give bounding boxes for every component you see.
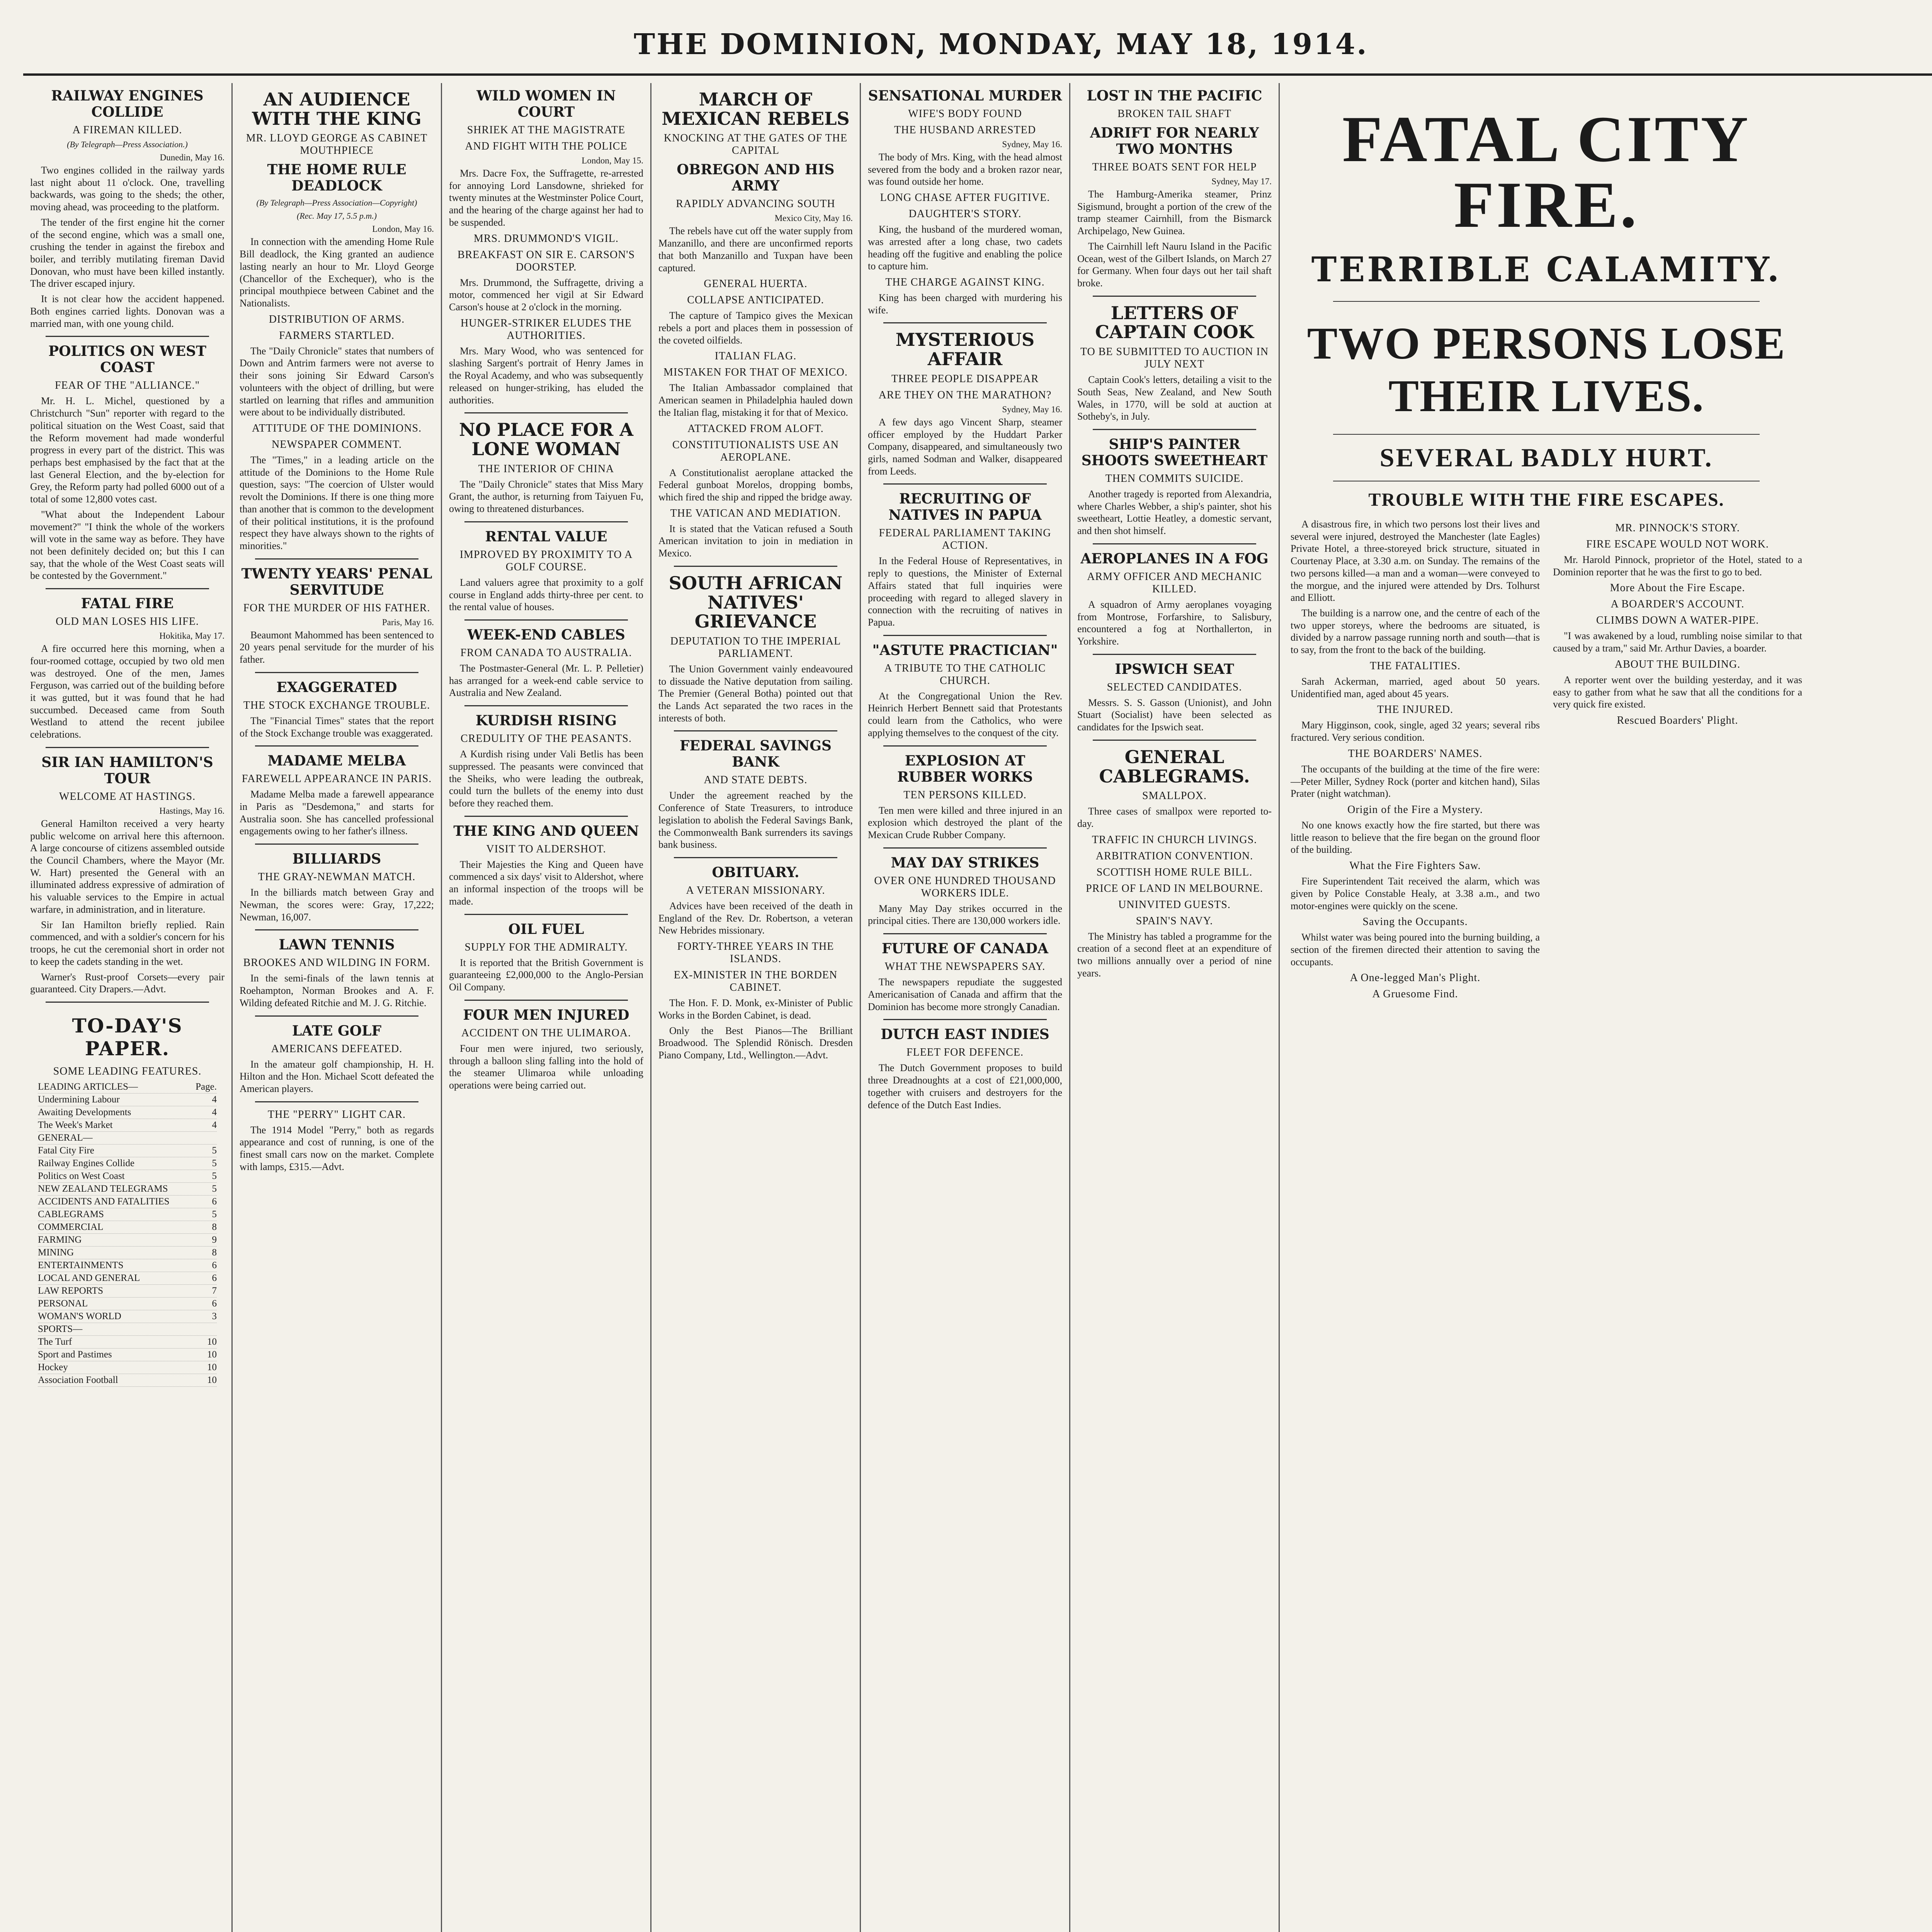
paragraph: Mrs. Mary Wood, who was sentenced for slashing Sargent's portrait of Henry James in the Royal Academy, and who was subsequently released on hunger-striking, has eluded the authorities. (449, 345, 643, 406)
divider (255, 558, 418, 560)
headline: MADAME MELBA (267, 753, 406, 769)
subheadline: THE VATICAN AND MEDIATION. (670, 507, 841, 519)
subheadline: ATTACKED FROM ALOFT. (687, 422, 824, 435)
paragraph: Mary Higginson, cook, single, aged 32 years; several ribs fractured. Very serious condition. (1291, 719, 1540, 743)
subheadline: CLIMBS DOWN A WATER-PIPE. (1596, 614, 1759, 627)
paragraph: Advices have been received of the death in England of the Rev. Dr. Robertson, a veteran New Hebrides missionary. (658, 900, 853, 936)
headline: RECRUITING OF NATIVES IN PAPUA (888, 491, 1042, 524)
headline: TWENTY YEARS' PENAL SERVITUDE (241, 565, 432, 598)
subheadline: THE HUSBAND ARRESTED (894, 124, 1036, 136)
headline: BILLIARDS (292, 851, 381, 867)
contents-item: Hockey 10 (38, 1361, 217, 1374)
contents-item: Politics on West Coast 5 (38, 1170, 217, 1183)
subheadline: KNOCKING AT THE GATES OF THE CAPITAL (663, 132, 848, 157)
dateline: Sydney, May 16. (1002, 404, 1062, 414)
paragraph: General Hamilton received a very hearty public welcome on arrival here this afternoon. A large concourse of citizens assembled outside the Council Chambers, where the Mayor (Mr. W. Hart) presented the General with an illuminated address expressive of admiration of his valuable services to the Empire in actual warfare, in administration, and in literature. (30, 818, 224, 915)
subheadline: MR. LLOYD GEORGE AS CABINET MOUTHPIECE (246, 132, 428, 157)
contents-item: Undermining Labour 4 (38, 1094, 217, 1106)
contents-item: NEW ZEALAND TELEGRAMS 5 (38, 1183, 217, 1196)
divider (46, 747, 209, 748)
subheadline: TRAFFIC IN CHURCH LIVINGS. (1092, 833, 1257, 846)
lead-article-body (1287, 518, 1806, 1003)
column-6 (1070, 83, 1280, 1932)
divider (464, 705, 628, 706)
paragraph: A squadron of Army aeroplanes voyaging from Montrose, Forfarshire, to Salisbury, encountered a fog at Northallerton, in Yorkshire. (1077, 599, 1272, 647)
divider (255, 844, 418, 845)
headline: LATE GOLF (292, 1022, 381, 1039)
contents-item: FARMING 9 (38, 1234, 217, 1247)
subheadline: ARE THEY ON THE MARATHON? (878, 389, 1052, 401)
paragraph: Mr. H. L. Michel, questioned by a Christchurch "Sun" reporter with regard to the political situation on the West Coast, said that the Reform movement had made wonderful progress in every part of the district. This was perhaps best emphasised by the fact that at the last General Election, and the by-election for Grey, the Reform party had polled 6000 out of a total of some 12,800 votes cast. (30, 395, 224, 505)
subheadline: COLLAPSE ANTICIPATED. (687, 294, 824, 306)
subheadline: FARMERS STARTLED. (279, 329, 395, 342)
headline: MAY DAY STRIKES (891, 854, 1039, 871)
paragraph: It is reported that the British Government is guaranteeing £2,000,000 to the Anglo-Persian Oil Company. (449, 957, 643, 993)
paragraph: Captain Cook's letters, detailing a visit to the South Seas, New Zealand, and New South Wales, in 1770, will be sold at auction at Sotheby's, in July. (1077, 374, 1272, 422)
divider (883, 745, 1047, 747)
subheadline: OBREGON AND HIS ARMY (677, 162, 835, 194)
subheadline: A One-legged Man's Plight. (1350, 972, 1481, 984)
headline: GENERAL CABLEGRAMS. (1099, 746, 1250, 787)
subheadline: ADRIFT FOR NEARLY TWO MONTHS (1090, 125, 1259, 157)
headline: WILD WOMEN IN COURT (476, 88, 616, 120)
divider (255, 1101, 418, 1102)
divider (1093, 543, 1256, 544)
paragraph: The "Daily Chronicle" states that numbers of Down and Antrim farmers were not averse to their sons joining Sir Edward Carson's volunteers with the object of drilling, but were startled on learning that rifles and ammunition were about to be individually distributed. (240, 345, 434, 418)
subheadline: THE INTERIOR OF CHINA (478, 463, 614, 475)
contents-item: Sport and Pastimes 10 (38, 1349, 217, 1361)
subheadline: WHAT THE NEWSPAPERS SAY. (884, 961, 1046, 973)
divider (883, 933, 1047, 934)
headline: SIR IAN HAMILTON'S TOUR (41, 754, 213, 787)
subheadline: UNINVITED GUESTS. (1118, 898, 1231, 911)
paragraph: Whilst water was being poured into the burning building, a section of the firemen directed their attention to saving the occupants. (1291, 932, 1540, 968)
subheadline: FLEET FOR DEFENCE. (906, 1046, 1024, 1059)
paragraph: Sarah Ackerman, married, aged about 50 years. Unidentified man, aged about 45 years. (1291, 675, 1540, 699)
received-note: (Rec. May 17, 5.5 p.m.) (296, 211, 377, 221)
paragraph: Land valuers agree that proximity to a golf course in England adds thirty-three per cent. to the rental value of houses. (449, 577, 643, 613)
dateline: London, May 15. (582, 156, 643, 165)
paragraph: Two engines collided in the railway yards last night about 11 o'clock. One, travelling backwards, was going to the sheds; the other, moving ahead, was proceeding to the platform. (30, 165, 224, 213)
headline: DUTCH EAST INDIES (881, 1026, 1049, 1043)
subheadline: SMALLPOX. (1142, 790, 1207, 802)
paragraph: Many May Day strikes occurred in the principal cities. There are 130,000 workers idle. (868, 903, 1062, 927)
paragraph: At the Congregational Union the Rev. Heinrich Herbert Bennett said that Protestants could learn from the Catholics, who were applying themselves to the conquest of the city. (868, 690, 1062, 738)
subheadline: LONG CHASE AFTER FUGITIVE. (880, 192, 1050, 204)
headline: SHIP'S PAINTER SHOOTS SWEETHEART (1081, 436, 1268, 469)
divider (674, 566, 837, 567)
divider (1333, 301, 1760, 302)
subheadline: THE INJURED. (1377, 704, 1454, 716)
subheadline: A TRIBUTE TO THE CATHOLIC CHURCH. (884, 662, 1046, 687)
paragraph: The body of Mrs. King, with the head almost severed from the body and a broken razor near, was found outside her home. (868, 151, 1062, 187)
paragraph: The Ministry has tabled a programme for the creation of a second fleet at an expenditure of two millions annually over a period of nine years. (1077, 930, 1272, 979)
subheadline: SELECTED CANDIDATES. (1107, 681, 1242, 693)
paragraph: In the amateur golf championship, H. H. Hilton and the Hon. Michael Scott defeated the American players. (240, 1058, 434, 1094)
contents-item: COMMERCIAL 8 (38, 1221, 217, 1234)
masthead (23, 15, 1932, 76)
divider (464, 1000, 628, 1001)
divider (464, 619, 628, 621)
subheadline: THE CHARGE AGAINST KING. (885, 276, 1045, 289)
subheadline: THE GRAY-NEWMAN MATCH. (258, 871, 416, 883)
lead-subheadline: SEVERAL BADLY HURT. (1379, 443, 1713, 472)
subheadline: More About the Fire Escape. (1610, 582, 1745, 594)
subheadline: PRICE OF LAND IN MELBOURNE. (1086, 882, 1263, 895)
headline: AN AUDIENCE WITH THE KING (252, 89, 422, 129)
advertisement: The 1914 Model "Perry," both as regards appearance and cost of running, is one of the finest small cars now on the market. Complete with lamps, £315.—Advt. (240, 1124, 434, 1172)
lead-article-right (1553, 518, 1802, 1003)
paragraph: The Hamburg-Amerika steamer, Prinz Sigismund, brought a portion of the crew of the tramp steamer Cairnhill, from the Bismarck Archipelago, New Guinea. (1077, 189, 1272, 237)
subheadline: SUPPLY FOR THE ADMIRALTY. (464, 941, 628, 953)
subheadline: SHRIEK AT THE MAGISTRATE (467, 124, 626, 136)
paragraph: In the Federal House of Representatives, in reply to questions, the Minister of External Affairs stated that full inquiries were proceeding with regard to alleged slavery in connection with the recruiting of natives in Papua. (868, 555, 1062, 628)
paragraph: The Italian Ambassador complained that American seamen in Philadelphia hauled down the Italian flag, mistaking it for that of Mexico. (658, 382, 853, 418)
divider (255, 672, 418, 673)
subheadline: FOR THE MURDER OF HIS FATHER. (243, 602, 430, 614)
subheadline: AMERICANS DEFEATED. (271, 1043, 403, 1055)
headline: OBITUARY. (712, 864, 799, 881)
subheadline: WIFE'S BODY FOUND (908, 108, 1022, 120)
lead-subheadline: TERRIBLE CALAMITY. (1311, 249, 1782, 289)
subheadline: GENERAL HUERTA. (704, 278, 808, 290)
headline: POLITICS ON WEST COAST (48, 343, 206, 376)
subheadline: ARMY OFFICER AND MECHANIC KILLED. (1087, 570, 1262, 595)
advertisement: Only the Best Pianos—The Brilliant Broadwood. The Splendid Rönisch. Dresden Piano Company, Ltd., Wellington.—Advt. (658, 1025, 853, 1061)
paragraph: The occupants of the building at the time of the fire were:—Peter Miller, Sydney Rock (porter and kitchen hand), Silas Prater (night watchman). (1291, 763, 1540, 799)
subheadline: THE HOME RULE DEADLOCK (267, 162, 406, 194)
divider (255, 745, 418, 747)
paragraph: A Kurdish rising under Vali Betlis has been suppressed. The peasants were convinced that the Sheiks, who were leading the outbreak, could turn the bullets of the enemy into dust before they reached them. (449, 748, 643, 809)
subheadline: A FIREMAN KILLED. (72, 124, 182, 136)
headline: OIL FUEL (508, 921, 584, 937)
paragraph: In the billiards match between Gray and Newman, the scores were: Gray, 17,222; Newman, 16,007. (240, 887, 434, 923)
contents-item: SPORTS— (38, 1323, 217, 1336)
headline: MARCH OF MEXICAN REBELS (662, 89, 850, 129)
paragraph: A disastrous fire, in which two persons lost their lives and several were injured, destroyed the Manchester (late Eagles) Private Hotel, a three-storeyed brick structure, situated in Courtenay Place, at 3.30 a.m. on Sunday. The remains of the two persons killed—a man and a woman—were conveyed to the morgue, and the injured were attended by Drs. Tolhurst and Elliott. (1291, 519, 1540, 604)
subheadline: IMPROVED BY PROXIMITY TO A GOLF COURSE. (459, 548, 633, 573)
divider (464, 412, 628, 413)
subheadline: THE STOCK EXCHANGE TROUBLE. (243, 699, 430, 711)
subheadline: ACCIDENT ON THE ULIMAROA. (461, 1027, 631, 1039)
headline: FEDERAL SAVINGS BANK (679, 738, 832, 770)
paragraph: It is not clear how the accident happened. Both engines carried lights. Donovan was a married man, with one young child. (30, 293, 224, 329)
paragraph: The Postmaster-General (Mr. L. P. Pelletier) has arranged for a week-end cable service to Australia and New Zealand. (449, 663, 643, 699)
paragraph: The "Times," in a leading article on the attitude of the Dominions to the Home Rule question, says: "The coercion of Ulster would revolt the Dominions. If there is one thing more than another that is common to the development of their political institutions, it is the profound respect they have always shown to the rights of minorities." (240, 454, 434, 551)
headline: EXAGGERATED (276, 679, 397, 696)
paragraph: King, the husband of the murdered woman, was arrested after a long chase, two cadets heading off the fugitive and enabling the police to capture him. (868, 224, 1062, 272)
divider (674, 730, 837, 731)
headline: FUTURE OF CANADA (881, 940, 1049, 957)
subheadline: DAUGHTER'S STORY. (908, 208, 1022, 220)
contents-item: The Turf 10 (38, 1336, 217, 1349)
contents-list (38, 1081, 217, 1387)
divider (46, 1002, 209, 1003)
paragraph: Mrs. Dacre Fox, the Suffragette, re-arrested for annoying Lord Lansdowne, shrieked for twenty minutes at the Westminster Police Court, and the hearing of the charge against her had to be suspended. (449, 168, 643, 228)
headline: LAWN TENNIS (279, 937, 395, 953)
paragraph: Mrs. Drummond, the Suffragette, driving a motor, commenced her vigil at Sir Edward Carson's house at 2 o'clock in the morning. (449, 277, 643, 313)
subheadline: ITALIAN FLAG. (714, 350, 797, 362)
dateline: Hokitika, May 17. (159, 631, 224, 641)
paragraph: No one knows exactly how the fire started, but there was little reason to believe that the fire began on the ground floor of the building. (1291, 819, 1540, 855)
contents-item: LOCAL AND GENERAL 6 (38, 1272, 217, 1285)
headline: FATAL FIRE (81, 595, 174, 612)
subheadline: SPAIN'S NAVY. (1136, 915, 1213, 927)
divider (1093, 296, 1256, 297)
paragraph: The tender of the first engine hit the corner of the second engine, which was a small one, crushing the tender in against the firebox and boiler, and terribly mutilating fireman David Donovan, who must have been killed instantly. The driver escaped injury. (30, 216, 224, 289)
headline: SOUTH AFRICAN NATIVES' GRIEVANCE (668, 572, 843, 632)
todays-paper-subtitle: SOME LEADING FEATURES. (53, 1065, 202, 1077)
credit: (By Telegraph—Press Association.) (67, 139, 188, 149)
paragraph: A Constitutionalist aeroplane attacked the Federal gunboat Morelos, dropping bombs, which fired the ship and ripped the bridge away. (658, 467, 853, 503)
divider (46, 336, 209, 337)
headline: IPSWICH SEAT (1115, 661, 1234, 677)
contents-item: LAW REPORTS 7 (38, 1285, 217, 1298)
contents-item: Fatal City Fire 5 (38, 1145, 217, 1157)
paragraph: A reporter went over the building yesterday, and it was easy to gather from what he saw that all the conditions for a very quick fire existed. (1553, 674, 1802, 710)
contents-item: The Week's Market 4 (38, 1119, 217, 1132)
paragraph: The rebels have cut off the water supply from Manzanillo, and there are unconfirmed reports that both Manzanillo and Tuxpan have been captured. (658, 225, 853, 274)
subheadline: WELCOME AT HASTINGS. (59, 790, 196, 803)
contents-item: ACCIDENTS AND FATALITIES 6 (38, 1196, 217, 1208)
column-1 (23, 83, 233, 1932)
subheadline: FIRE ESCAPE WOULD NOT WORK. (1586, 538, 1769, 550)
masthead-title: THE DOMINION, MONDAY, MAY 18, 1914. (634, 28, 1368, 61)
credit: (By Telegraph—Press Association—Copyright) (256, 198, 417, 208)
paragraph: Under the agreement reached by the Conference of State Treasurers, to introduce legislation to abolish the Federal Savings Bank, the Commonwealth Bank surrenders its savings bank business. (658, 790, 853, 850)
contents-item: PERSONAL 6 (38, 1298, 217, 1310)
paragraph: "I was awakened by a loud, rumbling noise similar to that caused by a tram," said Mr. Arthur Davies, a boarder. (1553, 630, 1802, 654)
subheadline: MR. PINNOCK'S STORY. (1615, 522, 1740, 534)
subheadline: BREAKFAST ON SIR E. CARSON'S DOORSTEP. (457, 248, 635, 273)
subheadline: VISIT TO ALDERSHOT. (486, 843, 606, 855)
dateline: Mexico City, May 16. (774, 213, 853, 223)
subheadline: DISTRIBUTION OF ARMS. (269, 313, 405, 325)
paragraph: In the semi-finals of the lawn tennis at Roehampton, Norman Brookes and A. F. Wilding defeated Ritchie and M. J. G. Ritchie. (240, 973, 434, 1009)
divider (46, 588, 209, 589)
headline: WEEK-END CABLES (467, 627, 625, 643)
subheadline: A BOARDER'S ACCOUNT. (1611, 598, 1745, 611)
columns (23, 83, 1932, 1932)
subheadline: AND STATE DEBTS. (704, 774, 808, 786)
subheadline: A VETERAN MISSIONARY. (686, 884, 825, 897)
headline: LETTERS OF CAPTAIN COOK (1095, 302, 1254, 343)
paragraph: It is stated that the Vatican refused a South American invitation to join in mediation in Mexico. (658, 523, 853, 559)
subheadline: TO BE SUBMITTED TO AUCTION IN JULY NEXT (1080, 346, 1269, 371)
subheadline: FEAR OF THE "ALLIANCE." (54, 379, 200, 392)
headline: RENTAL VALUE (485, 528, 607, 545)
subheadline: RAPIDLY ADVANCING SOUTH (676, 198, 835, 210)
paragraph: Madame Melba made a farewell appearance in Paris as "Desdemona," and starts for Australia soon. She has cancelled professional engagements owing to her father's illness. (240, 789, 434, 837)
subheadline: MISTAKEN FOR THAT OF MEXICO. (663, 366, 848, 379)
lead-headline: FATAL CITY FIRE. (1342, 103, 1751, 241)
divider (464, 914, 628, 915)
subheadline: THE "PERRY" LIGHT CAR. (267, 1108, 406, 1121)
contents-item: Association Football 10 (38, 1374, 217, 1387)
headline: RAILWAY ENGINES COLLIDE (51, 88, 204, 120)
headline: KURDISH RISING (475, 713, 617, 729)
contents-item: ENTERTAINMENTS 6 (38, 1259, 217, 1272)
column-2 (233, 83, 442, 1932)
subheadline: DEPUTATION TO THE IMPERIAL PARLIAMENT. (670, 635, 841, 660)
divider (464, 521, 628, 522)
headline: THE KING AND QUEEN (453, 823, 639, 839)
subheadline: AND FIGHT WITH THE POLICE (465, 140, 628, 152)
dateline: London, May 16. (372, 224, 434, 234)
subheadline: OLD MAN LOSES HIS LIFE. (56, 616, 199, 628)
paragraph: Fire Superintendent Tait received the alarm, which was given by Police Constable Healy, at 3.38 a.m., and two motor-engines were quickly on the scene. (1291, 876, 1540, 912)
paragraph: Their Majesties the King and Queen have commenced a six days' visit to Aldershot, where an informal inspection of the troops will be made. (449, 859, 643, 907)
divider (883, 322, 1047, 323)
divider (1093, 654, 1256, 655)
advertisement: Warner's Rust-proof Corsets—every pair guaranteed. City Drapers.—Advt. (30, 971, 224, 995)
paragraph: In connection with the amending Home Rule Bill deadlock, the King granted an audience lasting nearly an hour to Mr. Lloyd George (Chancellor of the Exchequer), who is the principal mouthpiece between Cabinet and the Nationalists. (240, 236, 434, 309)
subheadline: Origin of the Fire a Mystery. (1347, 803, 1483, 816)
subheadline: OVER ONE HUNDRED THOUSAND WORKERS IDLE. (874, 874, 1056, 899)
divider (674, 857, 837, 858)
paragraph: The Union Government vainly endeavoured to dissuade the Native deputation from sailing. The Premier (General Botha) pointed out that the Lands Act separated the two races in the interests of both. (658, 663, 853, 724)
subheadline: HUNGER-STRIKER ELUDES THE AUTHORITIES. (461, 317, 632, 342)
contents-item: Awaiting Developments 4 (38, 1106, 217, 1119)
subheadline: BROOKES AND WILDING IN FORM. (243, 957, 430, 969)
subheadline: Rescued Boarders' Plight. (1617, 714, 1738, 727)
paragraph: King has been charged with murdering his wife. (868, 292, 1062, 316)
lead-article-left (1291, 518, 1540, 1003)
headline: EXPLOSION AT RUBBER WORKS (897, 752, 1033, 785)
column-4 (651, 83, 861, 1932)
contents-item: Railway Engines Collide 5 (38, 1157, 217, 1170)
paragraph: Three cases of smallpox were reported to-day. (1077, 806, 1272, 829)
paragraph: The capture of Tampico gives the Mexican rebels a port and places them in possession of the coveted oilfields. (658, 310, 853, 346)
contents-item: MINING 8 (38, 1247, 217, 1259)
todays-paper-title: TO-DAY'S PAPER. (72, 1014, 183, 1060)
divider (1093, 429, 1256, 430)
headline: MYSTERIOUS AFFAIR (895, 329, 1035, 370)
paragraph: Beaumont Mahommed has been sentenced to 20 years penal servitude for the murder of his father. (240, 629, 434, 665)
column-5 (861, 83, 1070, 1932)
contents-item: CABLEGRAMS 5 (38, 1208, 217, 1221)
paragraph: The "Daily Chronicle" states that Miss Mary Grant, the author, is returning from Taiyuen Fu, owing to threatened disturbances. (449, 478, 643, 515)
subheadline: A Gruesome Find. (1372, 988, 1458, 1000)
subheadline: ABOUT THE BUILDING. (1614, 658, 1741, 670)
paragraph: Mr. Harold Pinnock, proprietor of the Hotel, stated to a Dominion reporter that he was the first to go to bed. (1553, 554, 1802, 578)
dateline: Paris, May 16. (382, 617, 434, 627)
contents-item: GENERAL— (38, 1132, 217, 1145)
subheadline: FROM CANADA TO AUSTRALIA. (460, 647, 632, 659)
subheadline: FEDERAL PARLIAMENT TAKING ACTION. (879, 527, 1051, 552)
column-3 (442, 83, 651, 1932)
divider (1093, 740, 1256, 741)
headline: NO PLACE FOR A LONE WOMAN (459, 419, 634, 460)
paragraph: Four men were injured, two seriously, through a balloon sling falling into the hold of the steamer Ulimaroa while unloading operations were being carried out. (449, 1043, 643, 1091)
subheadline: THE FATALITIES. (1370, 660, 1461, 672)
paragraph: Another tragedy is reported from Alexandria, where Charles Webber, a ship's painter, shot his sweetheart, Lottie Heatley, a domestic servant, and then shot himself. (1077, 488, 1272, 537)
dateline: Dunedin, May 16. (160, 153, 224, 162)
subheadline: Saving the Occupants. (1362, 916, 1468, 928)
subheadline: What the Fire Fighters Saw. (1349, 860, 1481, 872)
paragraph: "What about the Independent Labour movement?" "I think the whole of the workers will vote in the same way as before. They have not been definitely decided on; but this I can say, that the whole of the West Coast seats will be contested by the Government." (30, 509, 224, 582)
contents-header: LEADING ARTICLES— Page. (38, 1081, 217, 1094)
divider (255, 929, 418, 930)
subheadline: CREDULITY OF THE PEASANTS. (461, 733, 632, 745)
paragraph: A few days ago Vincent Sharp, steamer officer employed by the Huddart Parker Company, disappeared, and simultaneously two girls, named Sodman and Walker, disappeared from Leeds. (868, 416, 1062, 477)
paragraph: The Hon. F. D. Monk, ex-Minister of Public Works in the Borden Cabinet, is dead. (658, 997, 853, 1021)
divider (883, 847, 1047, 849)
subheadline: FAREWELL APPEARANCE IN PARIS. (242, 773, 432, 785)
headline: SENSATIONAL MURDER (868, 88, 1062, 104)
subheadline: FORTY-THREE YEARS IN THE ISLANDS. (677, 940, 834, 965)
paragraph: A fire occurred here this morning, when a four-roomed cottage, occupied by two old men was destroyed. One of the men, James Ferguson, was carried out of the building before it was gutted, but it was found that he had succumbed. Deceased came from South Westland to attend the recent jubilee celebrations. (30, 643, 224, 740)
paragraph: Messrs. S. S. Gasson (Unionist), and John Stuart (Socialist) have been selected as candidates for the Ipswich seat. (1077, 697, 1272, 733)
subheadline: THREE BOATS SENT FOR HELP (1092, 161, 1257, 173)
divider (1333, 434, 1760, 435)
subheadline: ARBITRATION CONVENTION. (1095, 850, 1253, 862)
subheadline: THE BOARDERS' NAMES. (1348, 747, 1483, 760)
paragraph: Sir Ian Hamilton briefly replied. Rain commenced, and with a soldier's concern for his troops, he cut the ceremonial short in order not to keep the cadets standing in the wet. (30, 919, 224, 967)
lead-subheadline: TWO PERSONS LOSE THEIR LIVES. (1307, 318, 1786, 421)
divider (464, 816, 628, 817)
column-7 (1280, 83, 1813, 1932)
subheadline: BROKEN TAIL SHAFT (1117, 108, 1231, 120)
subheadline: NEWSPAPER COMMENT. (272, 438, 402, 451)
paragraph: The newspapers repudiate the suggested Americanisation of Canada and affirm that the Dominion has become more strongly Canadian. (868, 976, 1062, 1012)
subheadline: THEN COMMITS SUICIDE. (1105, 472, 1244, 485)
subheadline: ATTITUDE OF THE DOMINIONS. (252, 422, 422, 434)
paragraph: Ten men were killed and three injured in an explosion which destroyed the plant of the Mexican Crude Rubber Company. (868, 804, 1062, 841)
lead-subheadline: TROUBLE WITH THE FIRE ESCAPES. (1368, 490, 1725, 510)
subheadline: MRS. DRUMMOND'S VIGIL. (473, 232, 619, 245)
contents-item: WOMAN'S WORLD 3 (38, 1310, 217, 1323)
divider (883, 1019, 1047, 1020)
dateline: Sydney, May 17. (1211, 177, 1272, 186)
headline: FOUR MEN INJURED (463, 1007, 629, 1023)
paragraph: The "Financial Times" states that the report of the Stock Exchange trouble was exaggerated. (240, 715, 434, 739)
subheadline: EX-MINISTER IN THE BORDEN CABINET. (673, 969, 838, 994)
paragraph: The Dutch Government proposes to build three Dreadnoughts at a cost of £21,000,000, together with cruisers and destroyers for the defence of the Dutch East Indies. (868, 1062, 1062, 1111)
subheadline: THREE PEOPLE DISAPPEAR (891, 372, 1039, 385)
headline: LOST IN THE PACIFIC (1087, 88, 1262, 104)
divider (883, 635, 1047, 636)
dateline: Sydney, May 16. (1002, 139, 1062, 149)
paragraph: The Cairnhill left Nauru Island in the Pacific Ocean, west of the Gilbert Islands, on March 27 for Germany. When four days out her tail shaft broke. (1077, 240, 1272, 289)
subheadline: CONSTITUTIONALISTS USE AN AEROPLANE. (672, 439, 839, 463)
paragraph: The building is a narrow one, and the centre of each of the two upper storeys, where the bedrooms are situated, is divided by a narrow passage running north and south—that is to say, from the front to the back of the building. (1291, 607, 1540, 656)
divider (255, 1015, 418, 1017)
subheadline: SCOTTISH HOME RULE BILL. (1096, 866, 1253, 878)
headline: AEROPLANES IN A FOG (1080, 550, 1269, 567)
headline: "ASTUTE PRACTICIAN" (872, 642, 1058, 658)
subheadline: TEN PERSONS KILLED. (903, 789, 1027, 801)
dateline: Hastings, May 16. (159, 806, 224, 816)
divider (883, 483, 1047, 485)
